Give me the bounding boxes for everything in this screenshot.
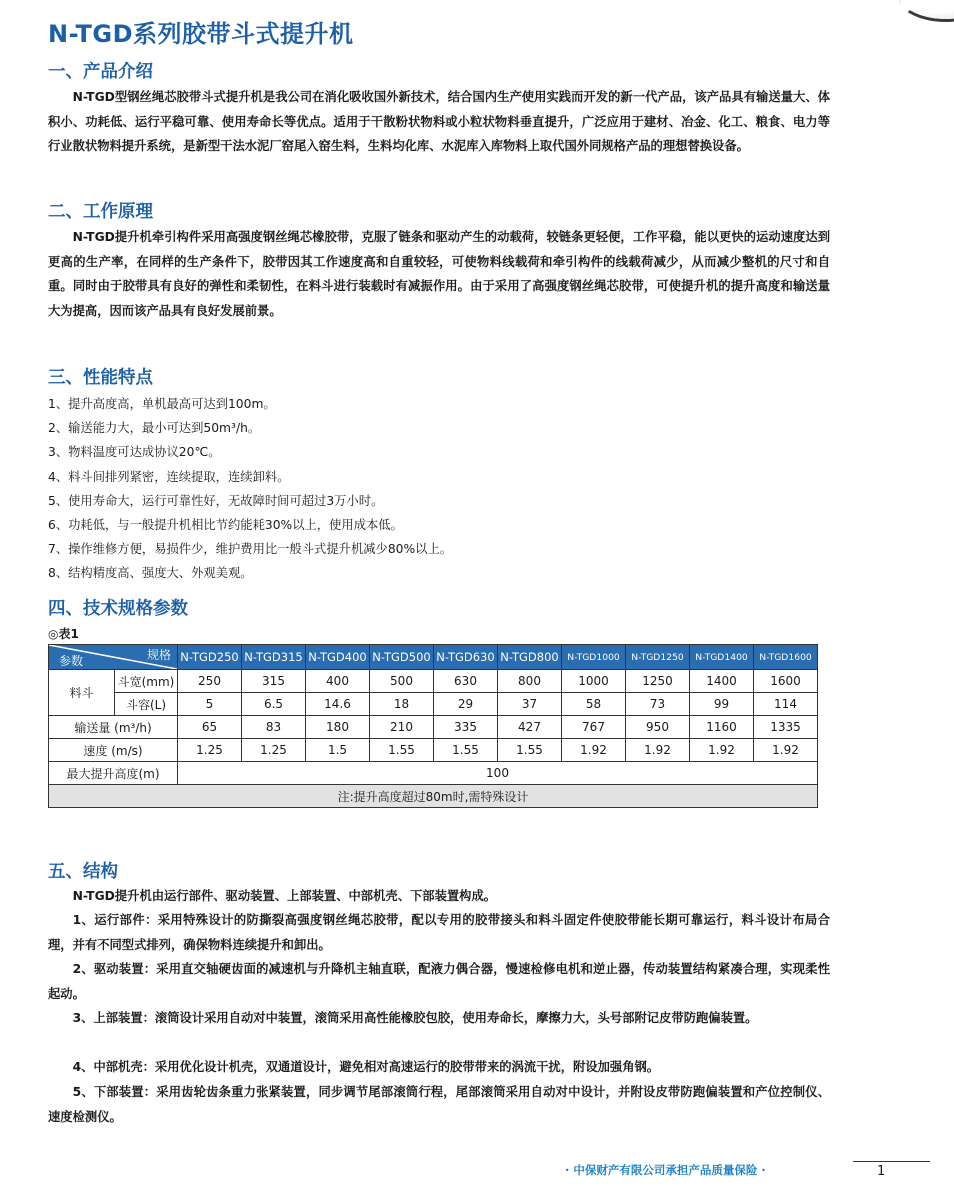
model-header: N-TGD315 [242, 645, 306, 670]
table-cell: 335 [434, 716, 498, 739]
table-cell: 58 [562, 693, 626, 716]
structure-item: 1、运行部件：采用特殊设计的防撕裂高强度钢丝绳芯胶带，配以专用的胶带接头和料斗固定件使胶带能长期可靠运行，料斗设计布局合理，并有不同型式排列，确保物料连续提升和卸出。 [48, 913, 830, 952]
table-corner-cell [49, 645, 178, 670]
table-cell: 1.55 [434, 739, 498, 762]
section-heading-principle: 二、工作原理 [48, 202, 153, 222]
table-cell: 1600 [754, 670, 818, 693]
model-header: N-TGD1600 [754, 645, 818, 670]
table-cell: 400 [306, 670, 370, 693]
list-item: 6、功耗低，与一般提升机相比节约能耗30%以上，使用成本低。 [48, 517, 403, 532]
row-label: 最大提升高度(m) [49, 762, 178, 785]
table-cell: 1.92 [626, 739, 690, 762]
table-cell: 73 [626, 693, 690, 716]
list-item: 7、操作维修方便，易损件少，维护费用比一般斗式提升机减少80%以上。 [48, 542, 453, 557]
table-cell: 14.6 [306, 693, 370, 716]
row-label: 速度 (m/s) [49, 739, 178, 762]
table-row-speed [49, 739, 818, 762]
table-row-bucket-volume [49, 693, 818, 716]
list-item: 3、物料温度可达成协议20℃。 [48, 445, 221, 460]
table-cell: 1400 [690, 670, 754, 693]
table-cell: 1.5 [306, 739, 370, 762]
list-item: 8、结构精度高、强度大、外观美观。 [48, 566, 253, 581]
table-cell: 6.5 [242, 693, 306, 716]
table-header-row [49, 645, 818, 670]
table-cell: 630 [434, 670, 498, 693]
table-cell: 1.25 [242, 739, 306, 762]
table-cell: 800 [498, 670, 562, 693]
table-row-bucket-width [49, 670, 818, 693]
page-title: N-TGD系列胶带斗式提升机 [48, 20, 354, 48]
table-cell: 1.55 [498, 739, 562, 762]
corner-label-spec: 规格 [146, 648, 171, 662]
table-caption: ◎表1 [48, 627, 79, 641]
table-cell: 767 [562, 716, 626, 739]
table-row-capacity [49, 716, 818, 739]
table-row-max-height [49, 762, 818, 785]
list-item: 1、提升高度高，单机最高可达到100m。 [48, 397, 276, 411]
list-item: 2、输送能力大，最小可达到50m³/h。 [48, 421, 261, 436]
section-heading-structure: 五、结构 [48, 862, 118, 882]
footer-slogan: · 中保财产有限公司承担产品质量保险 · [565, 1163, 766, 1177]
structure-intro: N-TGD提升机由运行部件、驱动装置、上部装置、中部机壳、下部装置构成。 [72, 889, 497, 903]
footer-divider [853, 1161, 930, 1162]
table-cell: 950 [626, 716, 690, 739]
row-label: 输送量 (m³/h) [49, 716, 178, 739]
table-cell: 29 [434, 693, 498, 716]
table-cell: 1.55 [370, 739, 434, 762]
table-cell: 99 [690, 693, 754, 716]
table-cell: 1.92 [690, 739, 754, 762]
structure-item: 3、上部装置：滚筒设计采用自动对中装置，滚筒采用高性能橡胶包胶，使用寿命长，摩擦力大，头号部附记皮带防跑偏装置。 [72, 1011, 758, 1025]
list-item: 4、料斗间排列紧密，连续提取，连续卸料。 [48, 469, 290, 484]
model-header: N-TGD1000 [562, 645, 626, 670]
table-cell: 250 [178, 670, 242, 693]
table-cell: 1160 [690, 716, 754, 739]
table-cell: 83 [242, 716, 306, 739]
table-cell: 180 [306, 716, 370, 739]
table-cell: 1335 [754, 716, 818, 739]
table-cell: 37 [498, 693, 562, 716]
table-note-row [49, 785, 818, 808]
table-cell: 1.25 [178, 739, 242, 762]
structure-item: 5、下部装置：采用齿轮齿条重力张紧装置，同步调节尾部滚筒行程，尾部滚筒采用自动对中设计，并附设皮带防跑偏装置和产位控制仪、速度检测仪。 [48, 1085, 830, 1124]
model-header: N-TGD1250 [626, 645, 690, 670]
table-cell: 210 [370, 716, 434, 739]
section-heading-features: 三、性能特点 [48, 368, 153, 388]
principle-paragraph: N-TGD提升机牵引构件采用高强度钢丝绳芯橡胶带，克服了链条和驱动产生的动载荷，较链条更轻便，工作平稳，能以更快的运动速度达到更高的生产率，在同样的生产条件下，胶带因其工作速度高和自重较轻，可使物料线载荷和牵引构件的线载荷减少，从而减少整机的尺寸和自重。同时由于胶带具有良好的弹性和柔韧性，在料斗进行装载时有减振作用。由于采用了高强度钢丝绳芯胶带，可使提升机的提升高度和输送量大为提高，因而该产品具有良好发展前景。 [48, 230, 830, 318]
intro-paragraph: N-TGD型钢丝绳芯胶带斗式提升机是我公司在消化吸收国外新技术，结合国内生产使用实践而开发的新一代产品，该产品具有输送量大、体积小、功耗低、运行平稳可靠、使用寿命长等优点。适用于干散粉状物料或小粒状物料垂直提升，广泛应用于建材、冶金、化工、粮食、电力等行业散状物料提升系统，是新型干法水泥厂窑尾入窑生料，生料均化库、水泥库入库物料上取代国外同规格产品的理想替换设备。 [48, 90, 830, 153]
row-label: 斗宽(mm) [115, 670, 178, 693]
corner-decoration [898, 0, 954, 22]
table-cell: 100 [178, 762, 818, 785]
table-note: 注:提升高度超过80m时,需特殊设计 [49, 785, 818, 808]
table-cell: 500 [370, 670, 434, 693]
table-cell: 114 [754, 693, 818, 716]
page-number: 1 [877, 1164, 886, 1179]
table-cell: 65 [178, 716, 242, 739]
model-header: N-TGD800 [498, 645, 562, 670]
table-cell: 427 [498, 716, 562, 739]
model-header: N-TGD400 [306, 645, 370, 670]
table-cell: 18 [370, 693, 434, 716]
section-heading-intro: 一、产品介绍 [48, 62, 153, 82]
table-cell: 315 [242, 670, 306, 693]
table-cell: 1.92 [562, 739, 626, 762]
spec-table [48, 644, 818, 808]
model-header: N-TGD250 [178, 645, 242, 670]
model-header: N-TGD500 [370, 645, 434, 670]
list-item: 5、使用寿命大，运行可靠性好，无故障时间可超过3万小时。 [48, 493, 384, 508]
table-cell: 1000 [562, 670, 626, 693]
bucket-group-label: 料斗 [49, 670, 115, 716]
row-label: 斗容(L) [115, 693, 178, 716]
features-list [48, 392, 452, 586]
structure-item: 2、驱动装置：采用直交轴硬齿面的减速机与升降机主轴直联，配液力偶合器，慢速检修电机和逆止器，传动装置结构紧凑合理，实现柔性起动。 [48, 962, 830, 1001]
model-header: N-TGD630 [434, 645, 498, 670]
table-cell: 1250 [626, 670, 690, 693]
section-heading-specs: 四、技术规格参数 [48, 599, 188, 619]
corner-label-param: 参数 [59, 654, 84, 668]
table-cell: 1.92 [754, 739, 818, 762]
structure-item: 4、中部机壳：采用优化设计机壳，双通道设计，避免相对高速运行的胶带带来的涡流干扰，附设加强角钢。 [72, 1060, 660, 1074]
table-cell: 5 [178, 693, 242, 716]
model-header: N-TGD1400 [690, 645, 754, 670]
